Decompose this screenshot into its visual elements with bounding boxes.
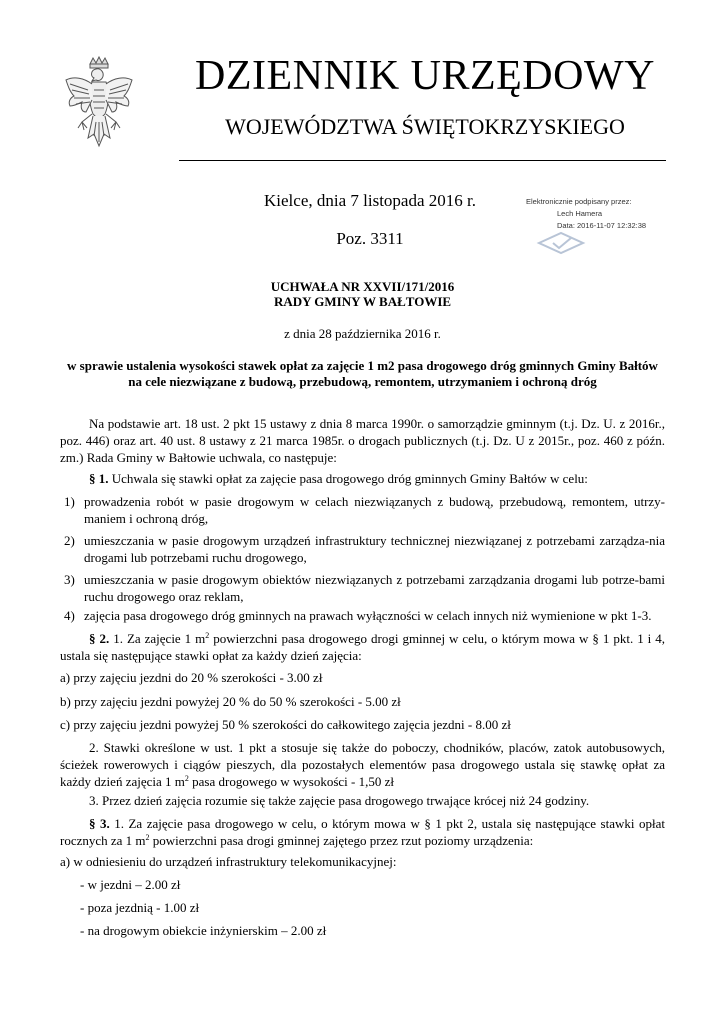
rate-b: b) przy zajęciu jezdni powyżej 20 % do 50 % szerokości - 5.00 zł [60, 694, 401, 709]
paragraph-2-text-b: powierzchni pasa drogowego drogi gminnej w celu, o którym mowa w § 1 pkt. 1 i 4, ustala się następujące stawki opłat za każdy dzień zajęcia: [60, 631, 666, 663]
paragraph-1 [60, 470, 665, 487]
resolution-body: RADY GMINY W BAŁTOWIE [273, 294, 452, 309]
list-item-number: 1) [64, 494, 75, 509]
paragraph-3-text-a: 1. Za zajęcie pasa drogowego w celu, o którym mowa w § 1 pkt 2, ustala się następujące stawki opłat rocznych za 1 m [60, 816, 665, 848]
paragraph-2-section-3: 3. Przez dzień zajęcia rozumie się także zajęcie pasa drogowego trwające krócej niż 24 godziny. [89, 793, 590, 808]
signature-check-icon [531, 230, 591, 256]
list-item: - poza jezdnią - 1.00 zł [80, 900, 200, 915]
paragraph-2-label: § 2. [89, 631, 110, 646]
resolution-heading [60, 279, 665, 309]
paragraph-2 [60, 630, 665, 664]
superscript-2: 2 [205, 631, 210, 640]
list-item-text: prowadzenia robót w pasie drogowym w celach niezwiązanych z budową, przebudową, remontem, utrzy-maniem i ochroną dróg, [84, 494, 665, 526]
resolution-subject [60, 358, 665, 390]
header-divider [179, 160, 666, 161]
paragraph-2-text-a: 1. Za zajęcie 1 m [109, 631, 206, 646]
superscript-2: 2 [145, 833, 150, 842]
rate-a: a) przy zajęciu jezdni do 20 % szerokości - 3.00 zł [60, 670, 323, 685]
journal-title: DZIENNIK URZĘDOWY [195, 53, 655, 99]
list-item: - w jezdni – 2.00 zł [80, 877, 181, 892]
paragraph-1-label: § 1. [89, 471, 109, 486]
rate-c: c) przy zajęciu jezdni powyżej 50 % szerokości do całkowitego zajęcia jezdni - 8.00 zł [60, 717, 511, 732]
list-item-text: zajęcia pasa drogowego dróg gminnych na prawach wyłączności w celach innych niż wymienione w pkt 1-3. [84, 608, 652, 623]
list-item-number: 3) [64, 572, 75, 587]
list-item [60, 493, 665, 527]
paragraph-3-text-b: powierzchni pasa drogi gminnej zajętego przez rzut poziomy urządzenia: [149, 833, 534, 848]
eagle-emblem-icon [62, 56, 136, 156]
list-item [60, 607, 665, 624]
electronic-signature [526, 196, 676, 232]
list-item-text: umieszczania w pasie drogowym obiektów niezwiązanych z potrzebami zarządzania drogami lub potrze-bami ruchu drogowego oraz reklam, [84, 572, 665, 604]
signature-label: Elektronicznie podpisany przez: [526, 197, 632, 206]
resolution-number: UCHWAŁA NR XXVII/171/2016 [270, 279, 455, 294]
publication-date: Kielce, dnia 7 listopada 2016 r. [264, 191, 476, 210]
paragraph-3-label: § 3. [89, 816, 110, 831]
telecom-heading: a) w odniesieniu do urządzeń infrastruktury telekomunikacyjnej: [60, 854, 397, 869]
paragraph-1-text: Uchwala się stawki opłat za zajęcie pasa drogowego dróg gminnych Gminy Bałtów w celu: [108, 471, 588, 486]
preamble-paragraph: Na podstawie art. 18 ust. 2 pkt 15 ustawy z dnia 8 marca 1990r. o samorządzie gminnym (t.j. Dz. U. z 2016r., poz. 446) oraz art. 40 ust. 8 ustawy z 21 marca 1985r. o drogach publicznych (t.j. Dz. U z 2015r., poz. 460 z późn. zm.) Rada Gminy w Bałtowie uchwala, co następuje: [60, 416, 665, 465]
superscript-2: 2 [184, 774, 189, 783]
resolution-date: z dnia 28 października 2016 r. [284, 326, 441, 341]
paragraph-3 [60, 815, 665, 849]
position-number: Poz. 3311 [336, 229, 404, 248]
paragraph-2-section-2-a: 2. Stawki określone w ust. 1 pkt a stosuje się także do poboczy, chodników, placów, zatok autobusowych, ścieżek rowerowych i ciągów pieszych, dla pozostałych elementów pasa drogowego ustala się stawkę opłat za każdy dzień zajęcia 1 m [60, 740, 665, 789]
list-item: - na drogowym obiekcie inżynierskim – 2.00 zł [80, 923, 327, 938]
list-item [60, 571, 665, 605]
paragraph-2-section-2 [60, 739, 665, 790]
list-item-number: 4) [64, 608, 75, 623]
journal-subtitle: WOJEWÓDZTWA ŚWIĘTOKRZYSKIEGO [225, 114, 625, 139]
list-item [60, 532, 665, 566]
list-item-number: 2) [64, 533, 75, 548]
signature-date: Data: 2016-11-07 12:32:38 [557, 221, 647, 230]
paragraph-2-section-2-b: pasa drogowego w wysokości - 1,50 zł [188, 774, 394, 789]
subject-line-1: w sprawie ustalenia wysokości stawek opłat za zajęcie 1 m2 pasa drogowego dróg gminnych Gminy Bałtów [67, 358, 658, 373]
subject-line-2: na cele niezwiązane z budową, przebudową, remontem, utrzymaniem i ochroną dróg [128, 374, 597, 389]
list-item-text: umieszczania w pasie drogowym urządzeń infrastruktury technicznej niezwiązanej z potrzebami zarządza-nia drogami lub potrzebami ruchu drogowego, [84, 533, 665, 565]
signature-signer: Lech Hamera [557, 209, 603, 218]
